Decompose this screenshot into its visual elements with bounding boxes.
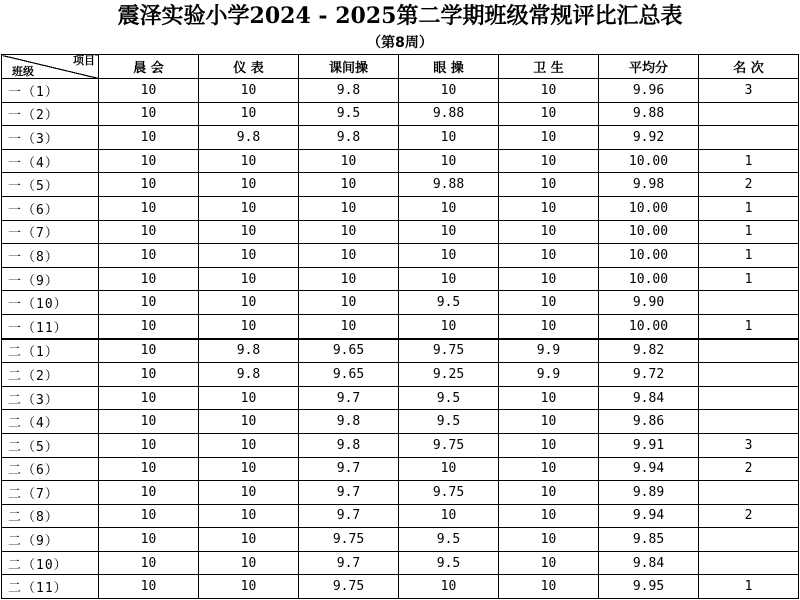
appearance-cell: 10 [199, 314, 299, 338]
header-cell: 仪 表 [199, 55, 299, 79]
average-score-cell: 9.82 [599, 339, 699, 363]
appearance-cell: 9.8 [199, 363, 299, 387]
average-score-cell: 9.89 [599, 481, 699, 505]
week-subtitle: （第8周） [367, 35, 433, 51]
hygiene-cell: 10 [499, 314, 599, 338]
appearance-cell: 10 [199, 575, 299, 599]
appearance-cell: 10 [199, 173, 299, 197]
class-name-cell: 二（3） [2, 386, 99, 410]
rank-cell: 1 [699, 575, 799, 599]
class-name-cell: 二（8） [2, 504, 99, 528]
break-exercise-cell: 10 [299, 314, 399, 338]
rank-cell [699, 481, 799, 505]
class-name-cell: 一（11） [2, 314, 99, 338]
class-name-cell: 二（11） [2, 575, 99, 599]
break-exercise-cell: 10 [299, 291, 399, 315]
eye-exercise-cell: 10 [399, 314, 499, 338]
morning-assembly-cell: 10 [99, 126, 199, 150]
corner-header-cell [2, 55, 99, 79]
average-score-cell: 9.88 [599, 102, 699, 126]
rank-cell: 1 [699, 196, 799, 220]
appearance-cell: 10 [199, 457, 299, 481]
average-score-cell: 9.84 [599, 386, 699, 410]
average-score-cell: 10.00 [599, 244, 699, 268]
class-name-cell: 二（9） [2, 528, 99, 552]
appearance-cell: 10 [199, 267, 299, 291]
rank-cell [699, 339, 799, 363]
break-exercise-cell: 9.5 [299, 102, 399, 126]
eye-exercise-cell: 9.75 [399, 481, 499, 505]
eye-exercise-cell: 9.75 [399, 433, 499, 457]
morning-assembly-cell: 10 [99, 410, 199, 434]
average-score-cell: 9.94 [599, 457, 699, 481]
average-score-cell: 9.84 [599, 551, 699, 575]
class-name-cell: 一（3） [2, 126, 99, 150]
appearance-cell: 10 [199, 433, 299, 457]
class-name-cell: 二（7） [2, 481, 99, 505]
table-row [2, 196, 799, 220]
table-row [2, 551, 799, 575]
average-score-cell: 10.00 [599, 196, 699, 220]
class-name-cell: 一（10） [2, 291, 99, 315]
eye-exercise-cell: 9.88 [399, 102, 499, 126]
rank-cell: 2 [699, 504, 799, 528]
average-score-cell: 9.94 [599, 504, 699, 528]
hygiene-cell: 10 [499, 196, 599, 220]
rank-cell: 1 [699, 314, 799, 338]
hygiene-cell: 10 [499, 267, 599, 291]
rank-cell: 1 [699, 220, 799, 244]
corner-label-class: 班级 [12, 65, 34, 78]
average-score-cell: 9.72 [599, 363, 699, 387]
break-exercise-cell: 9.75 [299, 528, 399, 552]
table-row [2, 504, 799, 528]
hygiene-cell: 10 [499, 102, 599, 126]
morning-assembly-cell: 10 [99, 291, 199, 315]
morning-assembly-cell: 10 [99, 481, 199, 505]
break-exercise-cell: 9.65 [299, 363, 399, 387]
average-score-cell: 9.98 [599, 173, 699, 197]
break-exercise-cell: 9.7 [299, 457, 399, 481]
table-body [2, 79, 799, 599]
rank-cell: 3 [699, 79, 799, 103]
eye-exercise-cell: 9.25 [399, 363, 499, 387]
appearance-cell: 10 [199, 291, 299, 315]
hygiene-cell: 10 [499, 149, 599, 173]
morning-assembly-cell: 10 [99, 433, 199, 457]
hygiene-cell: 9.9 [499, 339, 599, 363]
rank-cell [699, 291, 799, 315]
hygiene-cell: 10 [499, 481, 599, 505]
average-score-cell: 10.00 [599, 149, 699, 173]
class-name-cell: 一（6） [2, 196, 99, 220]
table-row [2, 314, 799, 338]
class-name-cell: 一（1） [2, 79, 99, 103]
average-score-cell: 9.96 [599, 79, 699, 103]
break-exercise-cell: 10 [299, 267, 399, 291]
appearance-cell: 10 [199, 410, 299, 434]
break-exercise-cell: 10 [299, 220, 399, 244]
appearance-cell: 10 [199, 196, 299, 220]
class-name-cell: 一（9） [2, 267, 99, 291]
class-name-cell: 二（2） [2, 363, 99, 387]
rank-cell: 2 [699, 173, 799, 197]
header-cell: 平均分 [599, 55, 699, 79]
eye-exercise-cell: 10 [399, 504, 499, 528]
eye-exercise-cell: 9.75 [399, 339, 499, 363]
average-score-cell: 9.92 [599, 126, 699, 150]
average-score-cell: 9.90 [599, 291, 699, 315]
morning-assembly-cell: 10 [99, 457, 199, 481]
table-row [2, 433, 799, 457]
morning-assembly-cell: 10 [99, 196, 199, 220]
appearance-cell: 9.8 [199, 126, 299, 150]
hygiene-cell: 10 [499, 173, 599, 197]
appearance-cell: 10 [199, 244, 299, 268]
break-exercise-cell: 9.7 [299, 504, 399, 528]
table-row [2, 528, 799, 552]
rank-cell [699, 410, 799, 434]
table-row [2, 481, 799, 505]
average-score-cell: 9.85 [599, 528, 699, 552]
table-row [2, 220, 799, 244]
table-row [2, 386, 799, 410]
break-exercise-cell: 10 [299, 196, 399, 220]
header-cell: 名 次 [699, 55, 799, 79]
table-row [2, 291, 799, 315]
break-exercise-cell: 9.8 [299, 126, 399, 150]
morning-assembly-cell: 10 [99, 79, 199, 103]
eye-exercise-cell: 10 [399, 149, 499, 173]
appearance-cell: 10 [199, 79, 299, 103]
appearance-cell: 10 [199, 220, 299, 244]
appearance-cell: 10 [199, 386, 299, 410]
class-name-cell: 一（2） [2, 102, 99, 126]
break-exercise-cell: 9.8 [299, 79, 399, 103]
morning-assembly-cell: 10 [99, 551, 199, 575]
table-row [2, 363, 799, 387]
average-score-cell: 10.00 [599, 220, 699, 244]
page-title: 震泽实验小学2024 - 2025第二学期班级常规评比汇总表 [117, 3, 683, 29]
rank-cell [699, 363, 799, 387]
morning-assembly-cell: 10 [99, 102, 199, 126]
class-name-cell: 二（4） [2, 410, 99, 434]
morning-assembly-cell: 10 [99, 528, 199, 552]
average-score-cell: 9.86 [599, 410, 699, 434]
class-name-cell: 二（1） [2, 339, 99, 363]
morning-assembly-cell: 10 [99, 267, 199, 291]
appearance-cell: 10 [199, 551, 299, 575]
class-name-cell: 二（10） [2, 551, 99, 575]
average-score-cell: 10.00 [599, 314, 699, 338]
hygiene-cell: 10 [499, 551, 599, 575]
rank-cell: 1 [699, 149, 799, 173]
eye-exercise-cell: 10 [399, 244, 499, 268]
morning-assembly-cell: 10 [99, 339, 199, 363]
appearance-cell: 10 [199, 504, 299, 528]
rank-cell [699, 551, 799, 575]
eye-exercise-cell: 9.5 [399, 386, 499, 410]
hygiene-cell: 10 [499, 220, 599, 244]
break-exercise-cell: 10 [299, 244, 399, 268]
appearance-cell: 10 [199, 102, 299, 126]
class-name-cell: 一（7） [2, 220, 99, 244]
hygiene-cell: 9.9 [499, 363, 599, 387]
rank-cell [699, 386, 799, 410]
hygiene-cell: 10 [499, 126, 599, 150]
appearance-cell: 10 [199, 528, 299, 552]
break-exercise-cell: 10 [299, 173, 399, 197]
average-score-cell: 9.91 [599, 433, 699, 457]
hygiene-cell: 10 [499, 79, 599, 103]
break-exercise-cell: 9.75 [299, 575, 399, 599]
rank-cell [699, 102, 799, 126]
break-exercise-cell: 10 [299, 149, 399, 173]
morning-assembly-cell: 10 [99, 575, 199, 599]
hygiene-cell: 10 [499, 386, 599, 410]
hygiene-cell: 10 [499, 457, 599, 481]
morning-assembly-cell: 10 [99, 386, 199, 410]
eye-exercise-cell: 10 [399, 126, 499, 150]
table-row [2, 410, 799, 434]
eye-exercise-cell: 9.5 [399, 291, 499, 315]
header-cell: 晨 会 [99, 55, 199, 79]
eye-exercise-cell: 10 [399, 220, 499, 244]
eye-exercise-cell: 10 [399, 267, 499, 291]
morning-assembly-cell: 10 [99, 504, 199, 528]
class-name-cell: 一（4） [2, 149, 99, 173]
eye-exercise-cell: 9.5 [399, 410, 499, 434]
eye-exercise-cell: 9.5 [399, 551, 499, 575]
eye-exercise-cell: 10 [399, 79, 499, 103]
table-row [2, 339, 799, 363]
morning-assembly-cell: 10 [99, 314, 199, 338]
table-row [2, 575, 799, 599]
eye-exercise-cell: 9.88 [399, 173, 499, 197]
hygiene-cell: 10 [499, 410, 599, 434]
eye-exercise-cell: 9.5 [399, 528, 499, 552]
rank-cell [699, 126, 799, 150]
table-row [2, 79, 799, 103]
hygiene-cell: 10 [499, 528, 599, 552]
hygiene-cell: 10 [499, 291, 599, 315]
morning-assembly-cell: 10 [99, 220, 199, 244]
rank-cell: 3 [699, 433, 799, 457]
eye-exercise-cell: 10 [399, 457, 499, 481]
appearance-cell: 10 [199, 481, 299, 505]
header-cell: 眼 操 [399, 55, 499, 79]
table-row [2, 173, 799, 197]
average-score-cell: 10.00 [599, 267, 699, 291]
hygiene-cell: 10 [499, 575, 599, 599]
hygiene-cell: 10 [499, 504, 599, 528]
header-cell: 课间操 [299, 55, 399, 79]
break-exercise-cell: 9.65 [299, 339, 399, 363]
break-exercise-cell: 9.7 [299, 551, 399, 575]
rank-cell [699, 528, 799, 552]
corner-label-item: 项目 [73, 54, 95, 67]
table-row [2, 126, 799, 150]
summary-table [1, 54, 799, 599]
hygiene-cell: 10 [499, 433, 599, 457]
table-row [2, 102, 799, 126]
rank-cell: 1 [699, 267, 799, 291]
header-cell: 卫 生 [499, 55, 599, 79]
class-name-cell: 一（5） [2, 173, 99, 197]
table-row [2, 149, 799, 173]
rank-cell: 2 [699, 457, 799, 481]
class-name-cell: 二（6） [2, 457, 99, 481]
eye-exercise-cell: 10 [399, 575, 499, 599]
rank-cell: 1 [699, 244, 799, 268]
eye-exercise-cell: 10 [399, 196, 499, 220]
morning-assembly-cell: 10 [99, 149, 199, 173]
morning-assembly-cell: 10 [99, 244, 199, 268]
break-exercise-cell: 9.7 [299, 386, 399, 410]
class-name-cell: 二（5） [2, 433, 99, 457]
table-row [2, 244, 799, 268]
table-row [2, 267, 799, 291]
header-row [2, 55, 799, 79]
break-exercise-cell: 9.8 [299, 433, 399, 457]
appearance-cell: 9.8 [199, 339, 299, 363]
hygiene-cell: 10 [499, 244, 599, 268]
average-score-cell: 9.95 [599, 575, 699, 599]
morning-assembly-cell: 10 [99, 173, 199, 197]
class-name-cell: 一（8） [2, 244, 99, 268]
table-row [2, 457, 799, 481]
break-exercise-cell: 9.8 [299, 410, 399, 434]
break-exercise-cell: 9.7 [299, 481, 399, 505]
morning-assembly-cell: 10 [99, 363, 199, 387]
appearance-cell: 10 [199, 149, 299, 173]
